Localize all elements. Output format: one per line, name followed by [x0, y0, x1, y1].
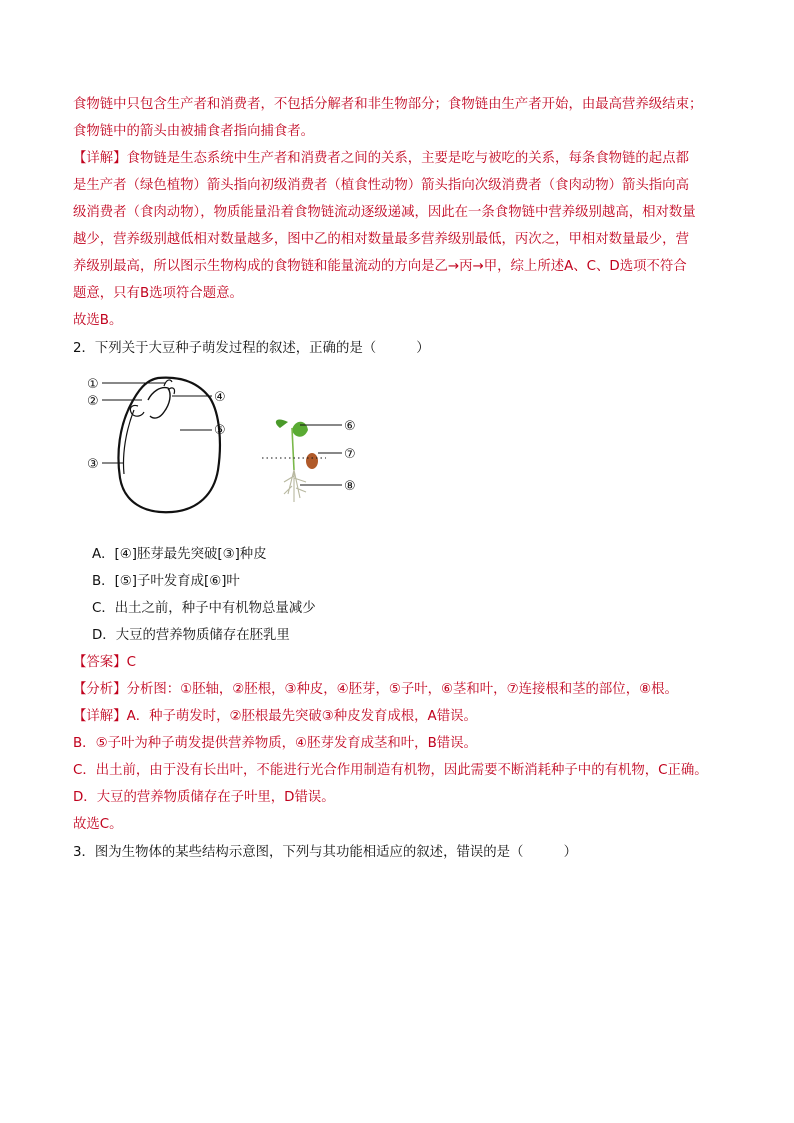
intro-line-1: 食物链中只包含生产者和消费者，不包括分解者和非生物部分；食物链由生产者开始，由最高营养级结束；: [73, 97, 703, 112]
analysis-tag: 【分析】: [73, 682, 127, 697]
embryo-radicle: [130, 405, 144, 416]
label-7: ⑦: [344, 447, 356, 462]
q2-detail-a: [73, 707, 477, 727]
q2-detail-c: C．出土前，由于没有长出叶，不能进行光合作用制造有机物，因此需要不断消耗种子中的有机物，C正确。: [73, 763, 708, 778]
seed-outline: [118, 378, 219, 513]
detail-tag: 【详解】: [73, 709, 127, 724]
q1-detail-line-3: 级消费者（食肉动物），物质能量沿着食物链流动逐级递减，因此在一条食物链中营养级别越高，相对数量: [73, 205, 696, 220]
q2-conclusion: 故选C。: [73, 817, 123, 832]
q1-conclusion: 故选B。: [73, 313, 123, 328]
seedling-leaf-left: [276, 420, 288, 428]
intro-line-2: 食物链中的箭头由被捕食者指向捕食者。: [73, 124, 315, 139]
q2-option-c: C．出土之前，种子中有机物总量减少: [92, 601, 316, 616]
seedling-roots: [284, 470, 306, 502]
q2-option-b: B．[⑤]子叶发育成[⑥]叶: [92, 574, 240, 589]
label-1: ①: [87, 377, 99, 392]
q3-stem: 3．图为生物体的某些结构示意图，下列与其功能相适应的叙述，错误的是（ ）: [73, 845, 577, 860]
q1-detail-line-5: 养级别最高，所以图示生物构成的食物链和能量流动的方向是乙→丙→甲，综上所述A、C、D选项不符合: [73, 259, 687, 274]
q2-detail-b: B．⑤子叶为种子萌发提供营养物质，④胚芽发育成茎和叶，B错误。: [73, 736, 477, 751]
q1-detail-line-4: 越少，营养级别越低相对数量越多，图中乙的相对数量最多营养级别最低，丙次之，甲相对数量最少，营: [73, 232, 689, 247]
seedling-illustration: [262, 420, 326, 502]
seed-diagram: [80, 370, 380, 520]
q2-option-a: A．[④]胚芽最先突破[③]种皮: [92, 547, 267, 562]
answer-value: C: [126, 655, 136, 670]
q2-option-d: D．大豆的营养物质储存在胚乳里: [92, 628, 290, 643]
q1-detail-text-1: 食物链是生态系统中生产者和消费者之间的关系，主要是吃与被吃的关系，每条食物链的起点都: [126, 151, 689, 166]
detail-tag: 【详解】: [73, 151, 127, 166]
q2-analysis: [73, 680, 678, 700]
q2-answer: [73, 653, 136, 673]
q2-stem: 2．下列关于大豆种子萌发过程的叙述，正确的是（ ）: [73, 341, 430, 356]
q1-detail-line-6: 题意，只有B选项符合题意。: [73, 286, 243, 301]
embryo-plumule: [148, 388, 170, 418]
seedling-leaf-right: [292, 422, 308, 437]
label-8: ⑧: [344, 479, 356, 494]
label-5: ⑤: [214, 423, 226, 438]
analysis-text: 分析图：①胚轴，②胚根，③种皮，④胚芽，⑤子叶，⑥茎和叶，⑦连接根和茎的部位，⑧根。: [126, 682, 678, 697]
answer-tag: 【答案】: [73, 655, 127, 670]
q2-detail-d: D．大豆的营养物质储存在子叶里，D错误。: [73, 790, 335, 805]
q1-detail-line-1: [73, 149, 689, 169]
label-4: ④: [214, 390, 226, 405]
label-6: ⑥: [344, 419, 356, 434]
seedling-cotyledon: [306, 453, 318, 469]
label-2: ②: [87, 394, 99, 409]
q1-detail-line-2: 是生产者（绿色植物）箭头指向初级消费者（植食性动物）箭头指向次级消费者（食肉动物）箭头指向高: [73, 178, 689, 193]
label-3: ③: [87, 457, 99, 472]
detail-a-text: A．种子萌发时，②胚根最先突破③种皮发育成根，A错误。: [126, 709, 477, 724]
